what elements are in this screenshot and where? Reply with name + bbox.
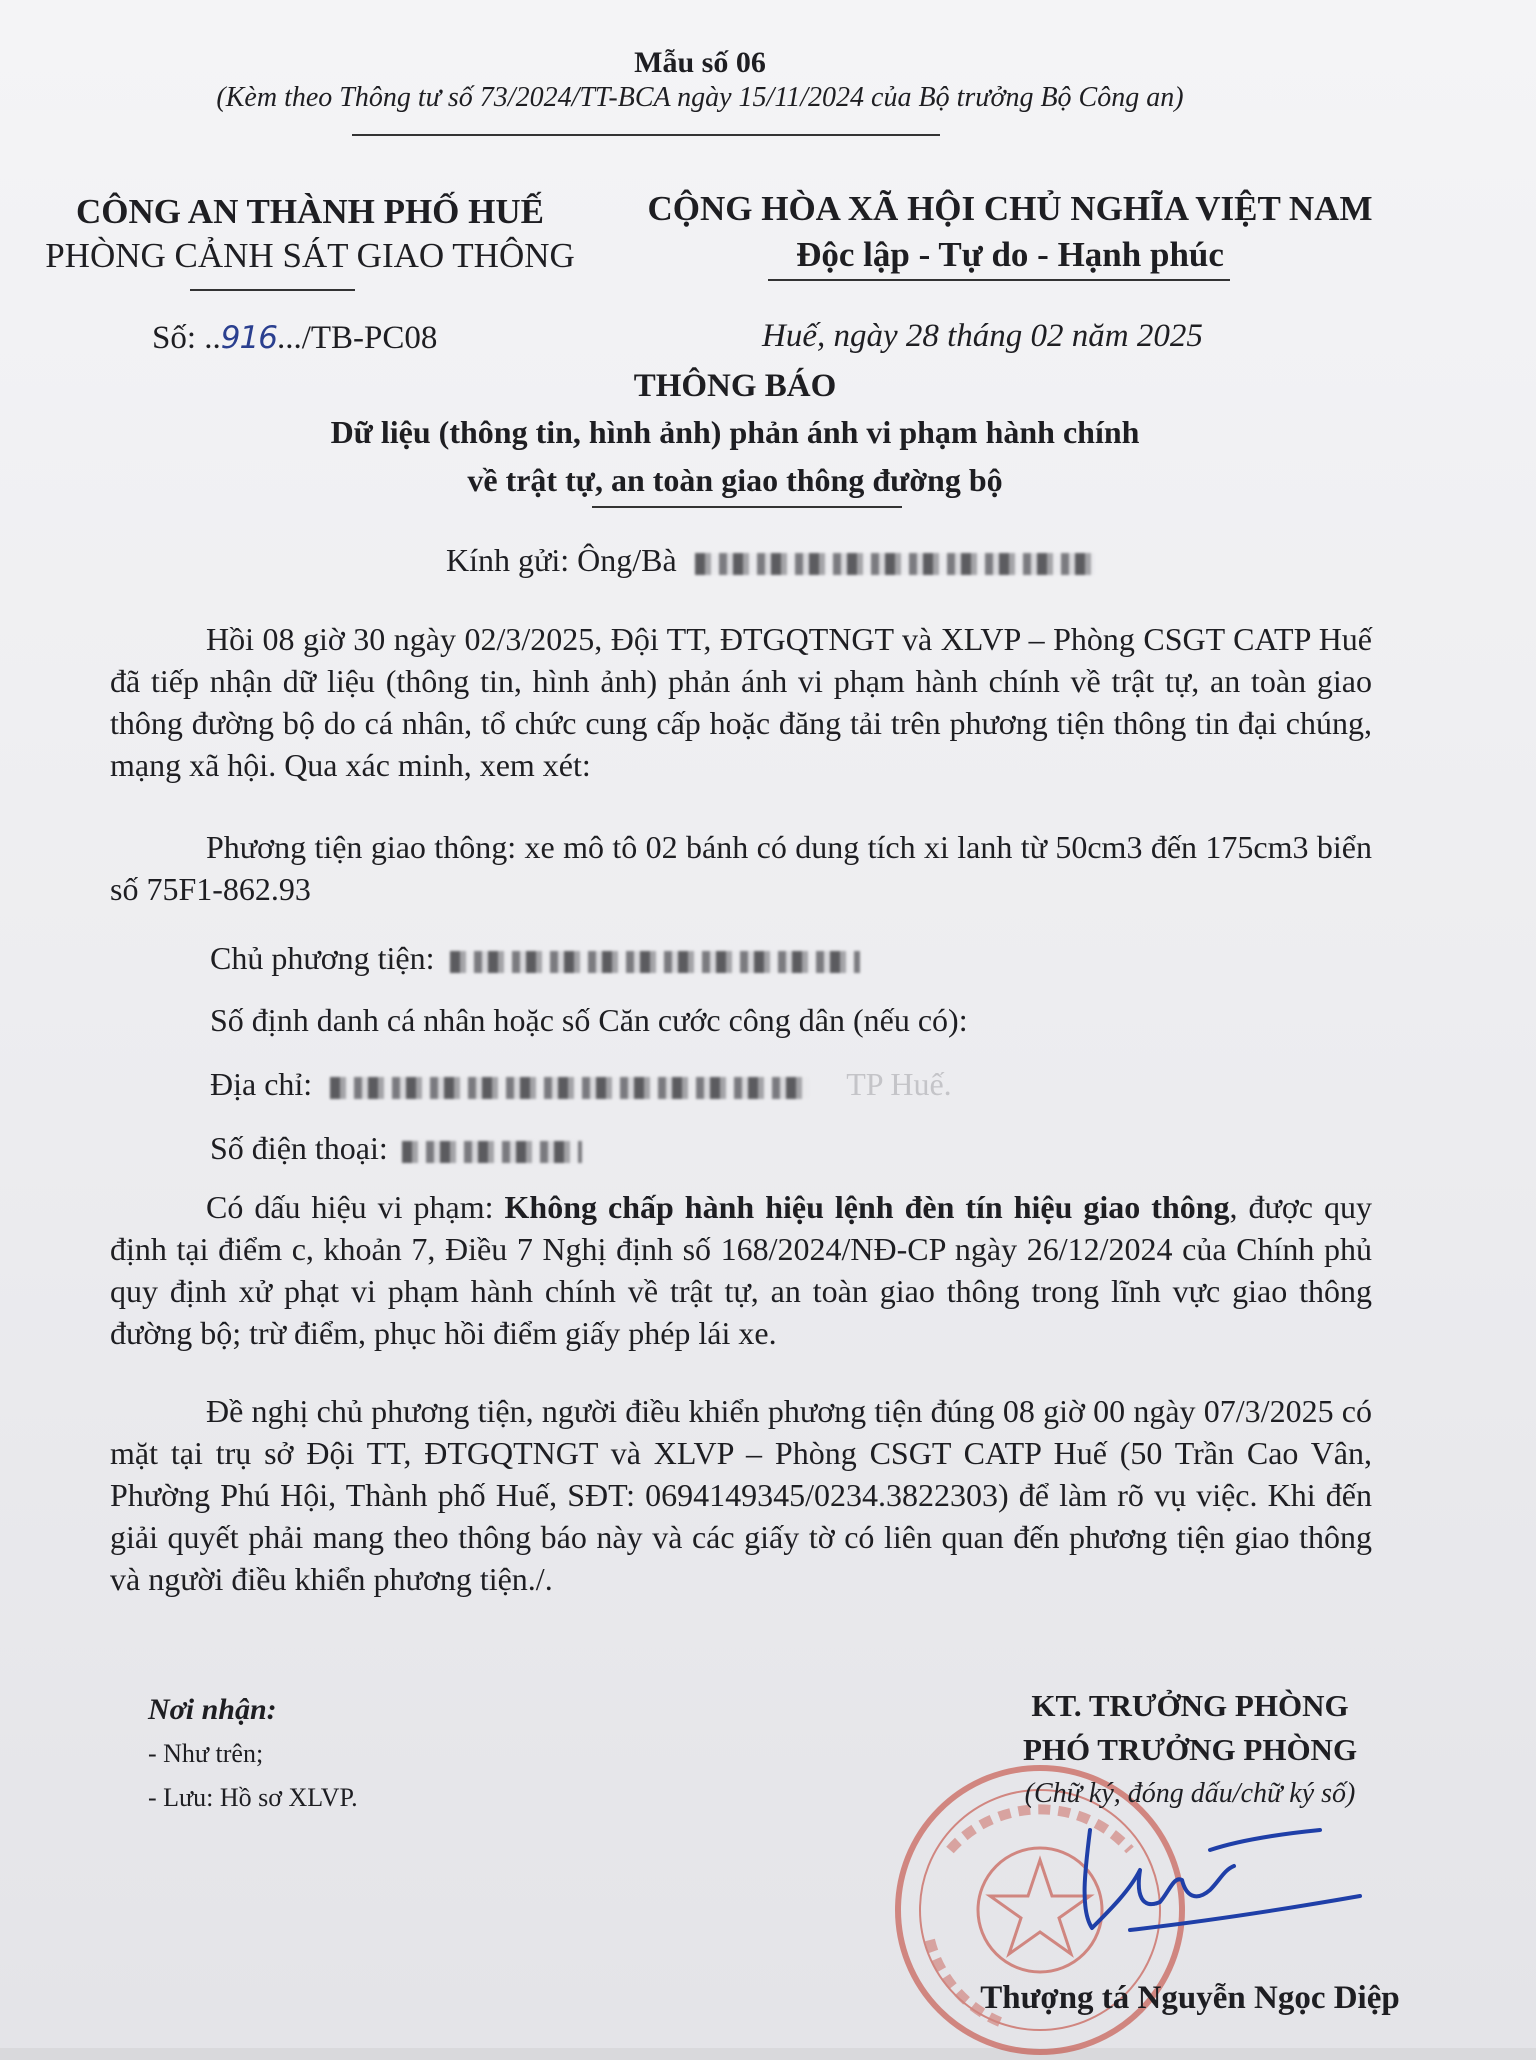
- signer-title: PHÓ TRƯỞNG PHÒNG: [1022, 1732, 1358, 1767]
- nation-name: CỘNG HÒA XÃ HỘI CHỦ NGHĨA VIỆT NAM: [647, 189, 1373, 228]
- address-line: [210, 1066, 952, 1103]
- issuing-agency: [30, 190, 590, 278]
- id-line: Số định danh cá nhân hoặc số Căn cước công dân (nếu có):: [210, 1002, 968, 1038]
- redacted-phone: [402, 1141, 582, 1163]
- violation-prefix: Có dấu hiệu vi phạm:: [206, 1189, 505, 1225]
- signer-name: Thượng tá Nguyễn Ngọc Diệp: [980, 1980, 1400, 2016]
- signer-authority: KT. TRƯỞNG PHÒNG: [1031, 1688, 1349, 1723]
- phone-label: Số điện thoại:: [210, 1130, 388, 1166]
- intro-paragraph: [110, 618, 1372, 786]
- form-note: (Kèm theo Thông tư số 73/2024/TT-BCA ngày 15/11/2024 của Bộ trưởng Bộ Công an): [216, 82, 1184, 113]
- redacted-name: [695, 553, 1095, 575]
- handwritten-signature-icon: [1070, 1810, 1370, 1940]
- national-motto: Độc lập - Tự do - Hạnh phúc: [796, 235, 1224, 274]
- agency-name: CÔNG AN THÀNH PHỐ HUẾ: [75, 192, 544, 231]
- handwritten-number: 916: [220, 320, 277, 356]
- recipients-list: [148, 1688, 358, 1820]
- number-prefix: Số: ..: [152, 320, 221, 356]
- issue-date: Huế, ngày 28 tháng 02 năm 2025: [762, 318, 1203, 354]
- divider: [768, 279, 1230, 281]
- owner-label: Chủ phương tiện:: [210, 940, 435, 976]
- request-text: Đề nghị chủ phương tiện, người điều khiển phương tiện đúng 08 giờ 00 ngày 07/3/2025 có mặt tại trụ sở Đội TT, ĐTGQTNGT và XLVP – Phòng CSGT CATP Huế (50 Trần Cao Vân, Phường Phú Hội, Thành phố Huế, SĐT: 0694149345/0234.3822303) để làm rõ vụ việc. Khi đến giải quyết phải mang theo thông báo này và các giấy tờ có liên quan đến phương tiện giao thông và người điều khiển phương tiện./.: [110, 1393, 1372, 1597]
- national-header: [615, 186, 1405, 278]
- recipient-item: - Lưu: Hồ sơ XLVP.: [148, 1783, 358, 1812]
- phone-line: [210, 1130, 582, 1167]
- recipients-label: Nơi nhận:: [148, 1693, 277, 1726]
- divider: [592, 506, 902, 508]
- redacted-owner: [450, 951, 860, 973]
- recipient-line: [446, 542, 1095, 579]
- violation-legal-basis: , được quy định tại điểm c, khoản 7, Điều 7 Nghị định số 168/2024/NĐ-CP ngày 26/12/2024 của Chính phủ quy định xử phạt vi phạm hành chính về trật tự, an toàn giao thông trong lĩnh vực giao thông đường bộ; trừ điểm, phục hồi điểm giấy phép lái xe.: [110, 1189, 1372, 1351]
- vehicle-paragraph: [110, 826, 1372, 910]
- request-paragraph: [110, 1390, 1372, 1600]
- number-suffix: .../TB-PC08: [276, 320, 438, 356]
- violation-paragraph: [110, 1186, 1372, 1354]
- recipient-label: Kính gửi: Ông/Bà: [446, 542, 677, 578]
- redacted-address: [330, 1077, 810, 1099]
- document-subtitle-line1: Dữ liệu (thông tin, hình ảnh) phản ánh vi phạm hành chính: [330, 414, 1140, 450]
- divider: [190, 289, 355, 291]
- recipient-item: - Như trên;: [148, 1739, 264, 1768]
- document-title: THÔNG BÁO: [633, 368, 837, 404]
- signature-note: (Chữ ký, đóng dấu/chữ ký số): [1024, 1778, 1356, 1809]
- intro-text: Hồi 08 giờ 30 ngày 02/3/2025, Đội TT, ĐTGQTNGT và XLVP – Phòng CSGT CATP Huế đã tiếp nhận dữ liệu (thông tin, hình ảnh) phản ánh vi phạm hành chính về trật tự, an toàn giao thông đường bộ do cá nhân, tổ chức cung cấp hoặc đăng tải trên phương tiện thông tin đại chúng, mạng xã hội. Qua xác minh, xem xét:: [110, 621, 1372, 783]
- owner-line: [210, 940, 860, 977]
- address-tail: TP Huế.: [846, 1066, 952, 1102]
- divider: [352, 134, 940, 136]
- violation-type: Không chấp hành hiệu lệnh đèn tín hiệu giao thông: [504, 1189, 1230, 1225]
- agency-department: PHÒNG CẢNH SÁT GIAO THÔNG: [45, 236, 575, 275]
- document-subtitle-line2: về trật tự, an toàn giao thông đường bộ: [467, 462, 1003, 498]
- vehicle-text: Phương tiện giao thông: xe mô tô 02 bánh có dung tích xi lanh từ 50cm3 đến 175cm3 biển số 75F1-862.93: [110, 829, 1372, 907]
- signature-block: [930, 1684, 1450, 1816]
- form-number: Mẫu số 06: [634, 46, 766, 79]
- document-number: [152, 320, 437, 357]
- address-label: Địa chỉ:: [210, 1066, 313, 1102]
